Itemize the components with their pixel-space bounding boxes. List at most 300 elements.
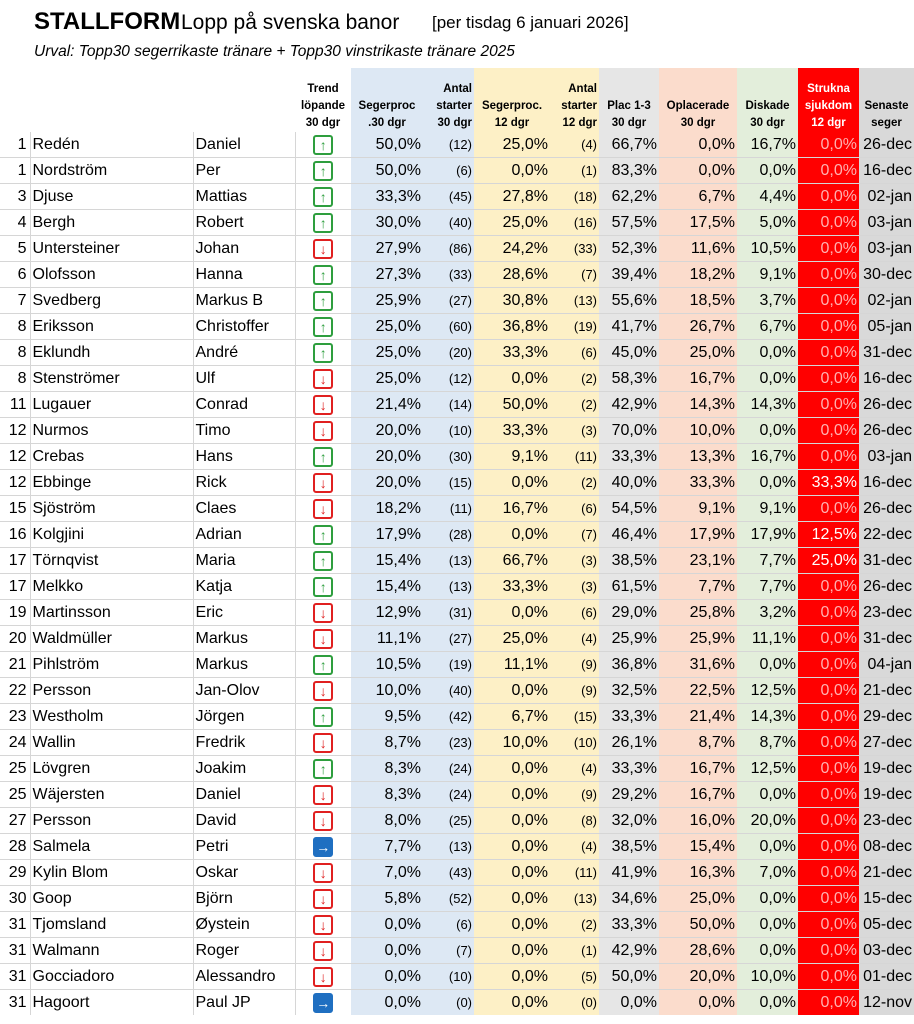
trend-cell	[295, 574, 351, 600]
win-pct-12-cell: 50,0%	[474, 392, 550, 418]
table-row	[0, 756, 914, 782]
starts-30-cell: (28)	[423, 522, 474, 548]
latest-win-cell: 16-dec	[859, 470, 914, 496]
scratched-cell: 0,0%	[798, 834, 859, 860]
scratched-cell: 0,0%	[798, 782, 859, 808]
first-name-cell: Johan	[193, 236, 295, 262]
rank-cell: 17	[0, 574, 30, 600]
arrow-up-icon: ↑	[313, 343, 333, 363]
latest-win-cell: 16-dec	[859, 366, 914, 392]
unplaced-cell: 20,0%	[659, 964, 737, 990]
latest-win-cell: 21-dec	[859, 860, 914, 886]
table-row	[0, 210, 914, 236]
arrow-down-icon: ↓	[313, 369, 333, 389]
win-pct-30-cell: 18,2%	[351, 496, 423, 522]
first-name-cell: Markus	[193, 652, 295, 678]
unplaced-cell: 25,9%	[659, 626, 737, 652]
win-pct-12-cell: 0,0%	[474, 912, 550, 938]
rank-cell: 31	[0, 912, 30, 938]
arrow-down-icon: ↓	[313, 967, 333, 987]
arrow-up-icon: ↑	[313, 551, 333, 571]
win-pct-30-cell: 30,0%	[351, 210, 423, 236]
header-ant30: Antal starter 30 dgr	[423, 68, 474, 132]
scratched-cell: 25,0%	[798, 548, 859, 574]
first-name-cell: Eric	[193, 600, 295, 626]
latest-win-cell: 27-dec	[859, 730, 914, 756]
page-title: Lopp på svenska banor	[181, 11, 400, 34]
starts-12-cell: (2)	[550, 366, 599, 392]
trend-cell	[295, 886, 351, 912]
win-pct-12-cell: 33,3%	[474, 418, 550, 444]
starts-12-cell: (1)	[550, 938, 599, 964]
win-pct-12-cell: 0,0%	[474, 158, 550, 184]
win-pct-30-cell: 20,0%	[351, 470, 423, 496]
rank-cell: 1	[0, 158, 30, 184]
disqualified-cell: 17,9%	[737, 522, 798, 548]
first-name-cell: Conrad	[193, 392, 295, 418]
latest-win-cell: 12-nov	[859, 990, 914, 1016]
trend-cell	[295, 444, 351, 470]
table-row	[0, 158, 914, 184]
arrow-right-icon: →	[313, 993, 333, 1013]
latest-win-cell: 19-dec	[859, 756, 914, 782]
rank-cell: 12	[0, 470, 30, 496]
rank-cell: 8	[0, 340, 30, 366]
starts-12-cell: (13)	[550, 288, 599, 314]
starts-30-cell: (23)	[423, 730, 474, 756]
first-name-cell: André	[193, 340, 295, 366]
last-name-cell: Svedberg	[30, 288, 193, 314]
win-pct-30-cell: 25,0%	[351, 366, 423, 392]
placed-cell: 39,4%	[599, 262, 659, 288]
last-name-cell: Nordström	[30, 158, 193, 184]
last-name-cell: Salmela	[30, 834, 193, 860]
trend-cell	[295, 392, 351, 418]
win-pct-12-cell: 0,0%	[474, 678, 550, 704]
latest-win-cell: 16-dec	[859, 158, 914, 184]
trend-cell	[295, 678, 351, 704]
rank-cell: 28	[0, 834, 30, 860]
table-row	[0, 522, 914, 548]
placed-cell: 33,3%	[599, 756, 659, 782]
rank-cell: 27	[0, 808, 30, 834]
disqualified-cell: 6,7%	[737, 314, 798, 340]
last-name-cell: Goop	[30, 886, 193, 912]
disqualified-cell: 10,0%	[737, 964, 798, 990]
rank-cell: 8	[0, 366, 30, 392]
starts-12-cell: (2)	[550, 470, 599, 496]
arrow-up-icon: ↑	[313, 161, 333, 181]
last-name-cell: Waldmüller	[30, 626, 193, 652]
unplaced-cell: 25,0%	[659, 886, 737, 912]
placed-cell: 40,0%	[599, 470, 659, 496]
disqualified-cell: 16,7%	[737, 444, 798, 470]
table-row	[0, 626, 914, 652]
win-pct-12-cell: 36,8%	[474, 314, 550, 340]
last-name-cell: Törnqvist	[30, 548, 193, 574]
win-pct-12-cell: 0,0%	[474, 886, 550, 912]
placed-cell: 42,9%	[599, 938, 659, 964]
table-row	[0, 834, 914, 860]
disqualified-cell: 4,4%	[737, 184, 798, 210]
scratched-cell: 0,0%	[798, 496, 859, 522]
table-row	[0, 782, 914, 808]
disqualified-cell: 9,1%	[737, 262, 798, 288]
header-sen: Senaste seger	[859, 68, 914, 132]
starts-30-cell: (27)	[423, 288, 474, 314]
header-disk: Diskade 30 dgr	[737, 68, 798, 132]
starts-30-cell: (11)	[423, 496, 474, 522]
latest-win-cell: 15-dec	[859, 886, 914, 912]
rank-cell: 22	[0, 678, 30, 704]
table-row	[0, 730, 914, 756]
unplaced-cell: 10,0%	[659, 418, 737, 444]
header-seg30: Segerproc .30 dgr	[351, 68, 423, 132]
disqualified-cell: 0,0%	[737, 366, 798, 392]
placed-cell: 61,5%	[599, 574, 659, 600]
disqualified-cell: 14,3%	[737, 392, 798, 418]
starts-30-cell: (13)	[423, 548, 474, 574]
arrow-down-icon: ↓	[313, 239, 333, 259]
unplaced-cell: 16,7%	[659, 782, 737, 808]
latest-win-cell: 22-dec	[859, 522, 914, 548]
disqualified-cell: 0,0%	[737, 470, 798, 496]
first-name-cell: Per	[193, 158, 295, 184]
scratched-cell: 0,0%	[798, 652, 859, 678]
header-first	[193, 68, 295, 132]
unplaced-cell: 13,3%	[659, 444, 737, 470]
last-name-cell: Stenströmer	[30, 366, 193, 392]
latest-win-cell: 26-dec	[859, 418, 914, 444]
arrow-down-icon: ↓	[313, 915, 333, 935]
latest-win-cell: 30-dec	[859, 262, 914, 288]
placed-cell: 45,0%	[599, 340, 659, 366]
scratched-cell: 0,0%	[798, 574, 859, 600]
unplaced-cell: 18,2%	[659, 262, 737, 288]
trend-cell	[295, 782, 351, 808]
rank-cell: 5	[0, 236, 30, 262]
first-name-cell: Björn	[193, 886, 295, 912]
win-pct-30-cell: 27,9%	[351, 236, 423, 262]
win-pct-30-cell: 8,7%	[351, 730, 423, 756]
first-name-cell: Christoffer	[193, 314, 295, 340]
starts-30-cell: (12)	[423, 132, 474, 158]
win-pct-30-cell: 7,0%	[351, 860, 423, 886]
win-pct-12-cell: 9,1%	[474, 444, 550, 470]
win-pct-30-cell: 12,9%	[351, 600, 423, 626]
starts-12-cell: (15)	[550, 704, 599, 730]
latest-win-cell: 03-dec	[859, 938, 914, 964]
starts-30-cell: (45)	[423, 184, 474, 210]
last-name-cell: Persson	[30, 808, 193, 834]
unplaced-cell: 21,4%	[659, 704, 737, 730]
last-name-cell: Lövgren	[30, 756, 193, 782]
trend-cell	[295, 470, 351, 496]
win-pct-12-cell: 0,0%	[474, 366, 550, 392]
starts-30-cell: (13)	[423, 574, 474, 600]
win-pct-30-cell: 50,0%	[351, 132, 423, 158]
scratched-cell: 0,0%	[798, 184, 859, 210]
scratched-cell: 0,0%	[798, 704, 859, 730]
disqualified-cell: 0,0%	[737, 418, 798, 444]
unplaced-cell: 16,0%	[659, 808, 737, 834]
disqualified-cell: 16,7%	[737, 132, 798, 158]
first-name-cell: Daniel	[193, 132, 295, 158]
last-name-cell: Westholm	[30, 704, 193, 730]
scratched-cell: 0,0%	[798, 210, 859, 236]
rank-cell: 8	[0, 314, 30, 340]
rank-cell: 4	[0, 210, 30, 236]
last-name-cell: Melkko	[30, 574, 193, 600]
first-name-cell: Robert	[193, 210, 295, 236]
rank-cell: 25	[0, 756, 30, 782]
starts-12-cell: (8)	[550, 808, 599, 834]
table-row	[0, 392, 914, 418]
disqualified-cell: 0,0%	[737, 340, 798, 366]
starts-30-cell: (19)	[423, 652, 474, 678]
latest-win-cell: 02-jan	[859, 184, 914, 210]
starts-30-cell: (40)	[423, 678, 474, 704]
win-pct-12-cell: 0,0%	[474, 756, 550, 782]
placed-cell: 54,5%	[599, 496, 659, 522]
placed-cell: 46,4%	[599, 522, 659, 548]
table-row	[0, 964, 914, 990]
scratched-cell: 0,0%	[798, 990, 859, 1016]
rank-cell: 31	[0, 990, 30, 1016]
scratched-cell: 0,0%	[798, 912, 859, 938]
placed-cell: 52,3%	[599, 236, 659, 262]
date-label: [per tisdag 6 januari 2026]	[432, 13, 629, 32]
disqualified-cell: 0,0%	[737, 886, 798, 912]
latest-win-cell: 08-dec	[859, 834, 914, 860]
last-name-cell: Tjomsland	[30, 912, 193, 938]
trend-cell	[295, 288, 351, 314]
last-name-cell: Wäjersten	[30, 782, 193, 808]
win-pct-12-cell: 16,7%	[474, 496, 550, 522]
starts-30-cell: (24)	[423, 782, 474, 808]
placed-cell: 25,9%	[599, 626, 659, 652]
win-pct-12-cell: 0,0%	[474, 938, 550, 964]
scratched-cell: 0,0%	[798, 886, 859, 912]
starts-12-cell: (5)	[550, 964, 599, 990]
win-pct-30-cell: 8,3%	[351, 782, 423, 808]
disqualified-cell: 12,5%	[737, 756, 798, 782]
rank-cell: 29	[0, 860, 30, 886]
win-pct-30-cell: 10,0%	[351, 678, 423, 704]
win-pct-12-cell: 0,0%	[474, 834, 550, 860]
placed-cell: 83,3%	[599, 158, 659, 184]
starts-12-cell: (4)	[550, 834, 599, 860]
starts-12-cell: (9)	[550, 782, 599, 808]
unplaced-cell: 23,1%	[659, 548, 737, 574]
scratched-cell: 0,0%	[798, 730, 859, 756]
first-name-cell: Katja	[193, 574, 295, 600]
trend-cell	[295, 366, 351, 392]
latest-win-cell: 05-dec	[859, 912, 914, 938]
trend-cell	[295, 132, 351, 158]
scratched-cell: 0,0%	[798, 600, 859, 626]
rank-cell: 11	[0, 392, 30, 418]
last-name-cell: Pihlström	[30, 652, 193, 678]
trend-cell	[295, 314, 351, 340]
win-pct-12-cell: 33,3%	[474, 574, 550, 600]
unplaced-cell: 9,1%	[659, 496, 737, 522]
starts-12-cell: (16)	[550, 210, 599, 236]
header-last	[30, 68, 193, 132]
unplaced-cell: 22,5%	[659, 678, 737, 704]
unplaced-cell: 28,6%	[659, 938, 737, 964]
disqualified-cell: 9,1%	[737, 496, 798, 522]
rank-cell: 24	[0, 730, 30, 756]
arrow-down-icon: ↓	[313, 421, 333, 441]
starts-12-cell: (7)	[550, 262, 599, 288]
table-row	[0, 418, 914, 444]
first-name-cell: Øystein	[193, 912, 295, 938]
table-row	[0, 288, 914, 314]
first-name-cell: Alessandro	[193, 964, 295, 990]
brand-title: STALLFORM	[34, 8, 181, 35]
rank-cell: 3	[0, 184, 30, 210]
placed-cell: 26,1%	[599, 730, 659, 756]
starts-12-cell: (2)	[550, 912, 599, 938]
latest-win-cell: 23-dec	[859, 808, 914, 834]
latest-win-cell: 03-jan	[859, 236, 914, 262]
arrow-up-icon: ↑	[313, 759, 333, 779]
rank-cell: 7	[0, 288, 30, 314]
arrow-down-icon: ↓	[313, 473, 333, 493]
starts-12-cell: (33)	[550, 236, 599, 262]
starts-30-cell: (6)	[423, 158, 474, 184]
win-pct-30-cell: 25,0%	[351, 314, 423, 340]
unplaced-cell: 50,0%	[659, 912, 737, 938]
last-name-cell: Olofsson	[30, 262, 193, 288]
starts-12-cell: (6)	[550, 496, 599, 522]
win-pct-12-cell: 0,0%	[474, 808, 550, 834]
win-pct-12-cell: 0,0%	[474, 990, 550, 1016]
starts-30-cell: (30)	[423, 444, 474, 470]
table-row	[0, 574, 914, 600]
trend-cell	[295, 756, 351, 782]
win-pct-30-cell: 5,8%	[351, 886, 423, 912]
starts-30-cell: (27)	[423, 626, 474, 652]
arrow-up-icon: ↑	[313, 291, 333, 311]
win-pct-12-cell: 33,3%	[474, 340, 550, 366]
starts-12-cell: (9)	[550, 678, 599, 704]
starts-12-cell: (7)	[550, 522, 599, 548]
win-pct-12-cell: 28,6%	[474, 262, 550, 288]
last-name-cell: Lugauer	[30, 392, 193, 418]
trend-cell	[295, 210, 351, 236]
starts-30-cell: (10)	[423, 418, 474, 444]
trend-cell	[295, 938, 351, 964]
starts-12-cell: (18)	[550, 184, 599, 210]
first-name-cell: David	[193, 808, 295, 834]
latest-win-cell: 21-dec	[859, 678, 914, 704]
arrow-down-icon: ↓	[313, 785, 333, 805]
disqualified-cell: 0,0%	[737, 912, 798, 938]
starts-30-cell: (7)	[423, 938, 474, 964]
table-row	[0, 340, 914, 366]
win-pct-12-cell: 25,0%	[474, 132, 550, 158]
win-pct-30-cell: 9,5%	[351, 704, 423, 730]
latest-win-cell: 26-dec	[859, 496, 914, 522]
latest-win-cell: 31-dec	[859, 626, 914, 652]
rank-cell: 17	[0, 548, 30, 574]
starts-30-cell: (20)	[423, 340, 474, 366]
disqualified-cell: 0,0%	[737, 652, 798, 678]
win-pct-12-cell: 0,0%	[474, 782, 550, 808]
starts-30-cell: (42)	[423, 704, 474, 730]
win-pct-30-cell: 20,0%	[351, 444, 423, 470]
latest-win-cell: 03-jan	[859, 210, 914, 236]
trend-cell	[295, 704, 351, 730]
arrow-up-icon: ↑	[313, 655, 333, 675]
rank-cell: 16	[0, 522, 30, 548]
first-name-cell: Roger	[193, 938, 295, 964]
last-name-cell: Gocciadoro	[30, 964, 193, 990]
first-name-cell: Hans	[193, 444, 295, 470]
starts-12-cell: (4)	[550, 756, 599, 782]
first-name-cell: Joakim	[193, 756, 295, 782]
disqualified-cell: 0,0%	[737, 834, 798, 860]
rank-cell: 15	[0, 496, 30, 522]
placed-cell: 38,5%	[599, 548, 659, 574]
starts-30-cell: (31)	[423, 600, 474, 626]
disqualified-cell: 3,7%	[737, 288, 798, 314]
arrow-down-icon: ↓	[313, 603, 333, 623]
scratched-cell: 0,0%	[798, 444, 859, 470]
starts-12-cell: (3)	[550, 574, 599, 600]
unplaced-cell: 0,0%	[659, 990, 737, 1016]
first-name-cell: Markus B	[193, 288, 295, 314]
starts-12-cell: (11)	[550, 444, 599, 470]
table-row	[0, 184, 914, 210]
trend-cell	[295, 184, 351, 210]
unplaced-cell: 16,3%	[659, 860, 737, 886]
arrow-down-icon: ↓	[313, 889, 333, 909]
win-pct-12-cell: 25,0%	[474, 210, 550, 236]
trend-cell	[295, 964, 351, 990]
arrow-down-icon: ↓	[313, 941, 333, 961]
win-pct-30-cell: 0,0%	[351, 938, 423, 964]
table-row	[0, 912, 914, 938]
disqualified-cell: 12,5%	[737, 678, 798, 704]
starts-12-cell: (13)	[550, 886, 599, 912]
last-name-cell: Persson	[30, 678, 193, 704]
table-row	[0, 600, 914, 626]
arrow-right-icon: →	[313, 837, 333, 857]
starts-30-cell: (6)	[423, 912, 474, 938]
scratched-cell: 0,0%	[798, 756, 859, 782]
unplaced-cell: 25,8%	[659, 600, 737, 626]
table-body	[0, 132, 914, 1015]
rank-cell: 12	[0, 418, 30, 444]
starts-30-cell: (24)	[423, 756, 474, 782]
placed-cell: 70,0%	[599, 418, 659, 444]
unplaced-cell: 18,5%	[659, 288, 737, 314]
placed-cell: 41,7%	[599, 314, 659, 340]
unplaced-cell: 26,7%	[659, 314, 737, 340]
unplaced-cell: 33,3%	[659, 470, 737, 496]
first-name-cell: Rick	[193, 470, 295, 496]
scratched-cell: 0,0%	[798, 626, 859, 652]
placed-cell: 34,6%	[599, 886, 659, 912]
win-pct-12-cell: 27,8%	[474, 184, 550, 210]
placed-cell: 57,5%	[599, 210, 659, 236]
win-pct-30-cell: 15,4%	[351, 548, 423, 574]
scratched-cell: 0,0%	[798, 938, 859, 964]
last-name-cell: Martinsson	[30, 600, 193, 626]
